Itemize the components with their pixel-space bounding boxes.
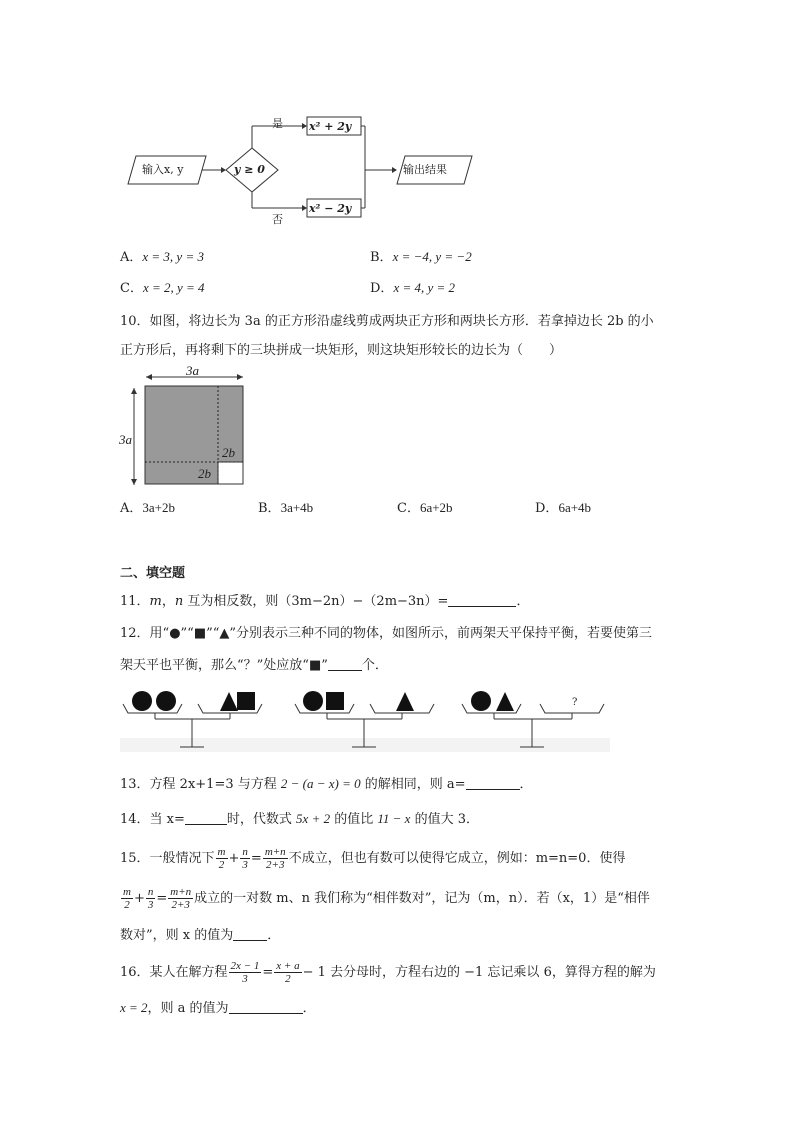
flow-condition-label: y ≥ 0 xyxy=(234,163,265,176)
removed-small-square xyxy=(218,462,243,484)
flow-no-expr: x² − 2y xyxy=(309,202,352,215)
q14-answer-blank[interactable] xyxy=(185,810,227,825)
q11: 11．m，n 互为相反数，则（3m−2n）−（2m−3n）= ． xyxy=(120,594,530,609)
flow-yes-expr: x² + 2y xyxy=(309,120,352,133)
q16-answer-blank[interactable] xyxy=(229,999,303,1014)
q10-option-d: D．6a+4b xyxy=(535,500,592,516)
q11-answer-blank[interactable] xyxy=(448,592,516,607)
q9-option-d: D．x = 4, y = 2 xyxy=(370,280,456,296)
q10-fig-inner-bottom-label: 2b xyxy=(198,466,211,481)
q12-question-mark: ? xyxy=(572,697,578,708)
q10-option-c: C．6a+2b xyxy=(397,500,453,516)
q10-fig-left-label: 3a xyxy=(119,432,132,447)
q16-line1: 16．某人在解方程 $\frac{2x - 1}{3}$ = $\frac{x + a}{2}$ − 1 去分母时，方程右边的 −1 忘记乘以 6，算得方程的解为 xyxy=(120,960,656,985)
q15-line3: 数对”，则 x 的值为 ． xyxy=(120,928,281,943)
circle-icon xyxy=(132,691,152,711)
q12-line2: 架天平也平衡，那么“？”处应放“■” 个． xyxy=(120,658,388,673)
flow-no-label: 否 xyxy=(272,213,283,226)
q10-option-b: B．3a+4b xyxy=(258,500,314,516)
q12-line1: 12．用“●”“■”“▲”分别表示三种不同的物体，如图所示，前两架天平保持平衡，若要使第三 xyxy=(120,626,653,641)
q10-figure xyxy=(114,362,254,492)
circle-icon xyxy=(471,691,491,711)
flow-input-label: 输入x, y xyxy=(142,163,184,176)
q10-line2: 正方形后，再将剩下的三块拼成一块矩形，则这块矩形较长的边长为（ ） xyxy=(120,343,563,358)
square-icon xyxy=(326,692,344,710)
q12-answer-blank[interactable] xyxy=(328,656,362,671)
circle-icon xyxy=(303,691,323,711)
q13-answer-blank[interactable] xyxy=(466,775,520,790)
balance-scales-figure xyxy=(120,682,610,752)
q9-option-b: B．x = −4, y = −2 xyxy=(370,249,472,265)
flow-yes-label: 是 xyxy=(272,117,283,130)
section-title: 二、填空题 xyxy=(120,566,186,581)
q15-line1: 15．一般情况下 $\frac{m}{2}$ + $\frac{n}{3}$ = $\frac{m+n}{2+3}$ 不成立，但也有数可以使得它成立，例如：m=n=0．使得 xyxy=(120,846,626,871)
q14: 14．当 x= 时，代数式 5x + 2 的值比 11 − x 的值大 3． xyxy=(120,811,479,827)
q15-answer-blank[interactable] xyxy=(233,926,267,941)
q10-line1: 10．如图，将边长为 3a 的正方形沿虚线剪成两块正方形和两块长方形．若拿掉边长 2b 的小 xyxy=(120,314,654,329)
q10-fig-top-label: 3a xyxy=(186,363,199,378)
q10-option-a: A．3a+2b xyxy=(120,500,175,516)
q9-option-a: A．x = 3, y = 3 xyxy=(120,249,204,265)
circle-icon xyxy=(156,691,176,711)
q16-line2: x = 2，则 a 的值为 ． xyxy=(120,1000,316,1016)
flow-output-label: 输出结果 xyxy=(403,163,447,176)
q9-option-c: C．x = 2, y = 4 xyxy=(120,280,205,296)
q15-line2: $\frac{m}{2}$ + $\frac{n}{3}$ = $\frac{m+n}{2+3}$ 成立的一对数 m、n 我们称为“相伴数对”，记为（m，n）．若（x，1）是“相伴 xyxy=(123,886,650,911)
q13: 13．方程 2x+1=3 与方程 2 − (a − x) = 0 的解相同，则 a= ． xyxy=(120,776,533,792)
q10-fig-inner-right-label: 2b xyxy=(222,445,235,460)
square-icon xyxy=(237,692,255,710)
